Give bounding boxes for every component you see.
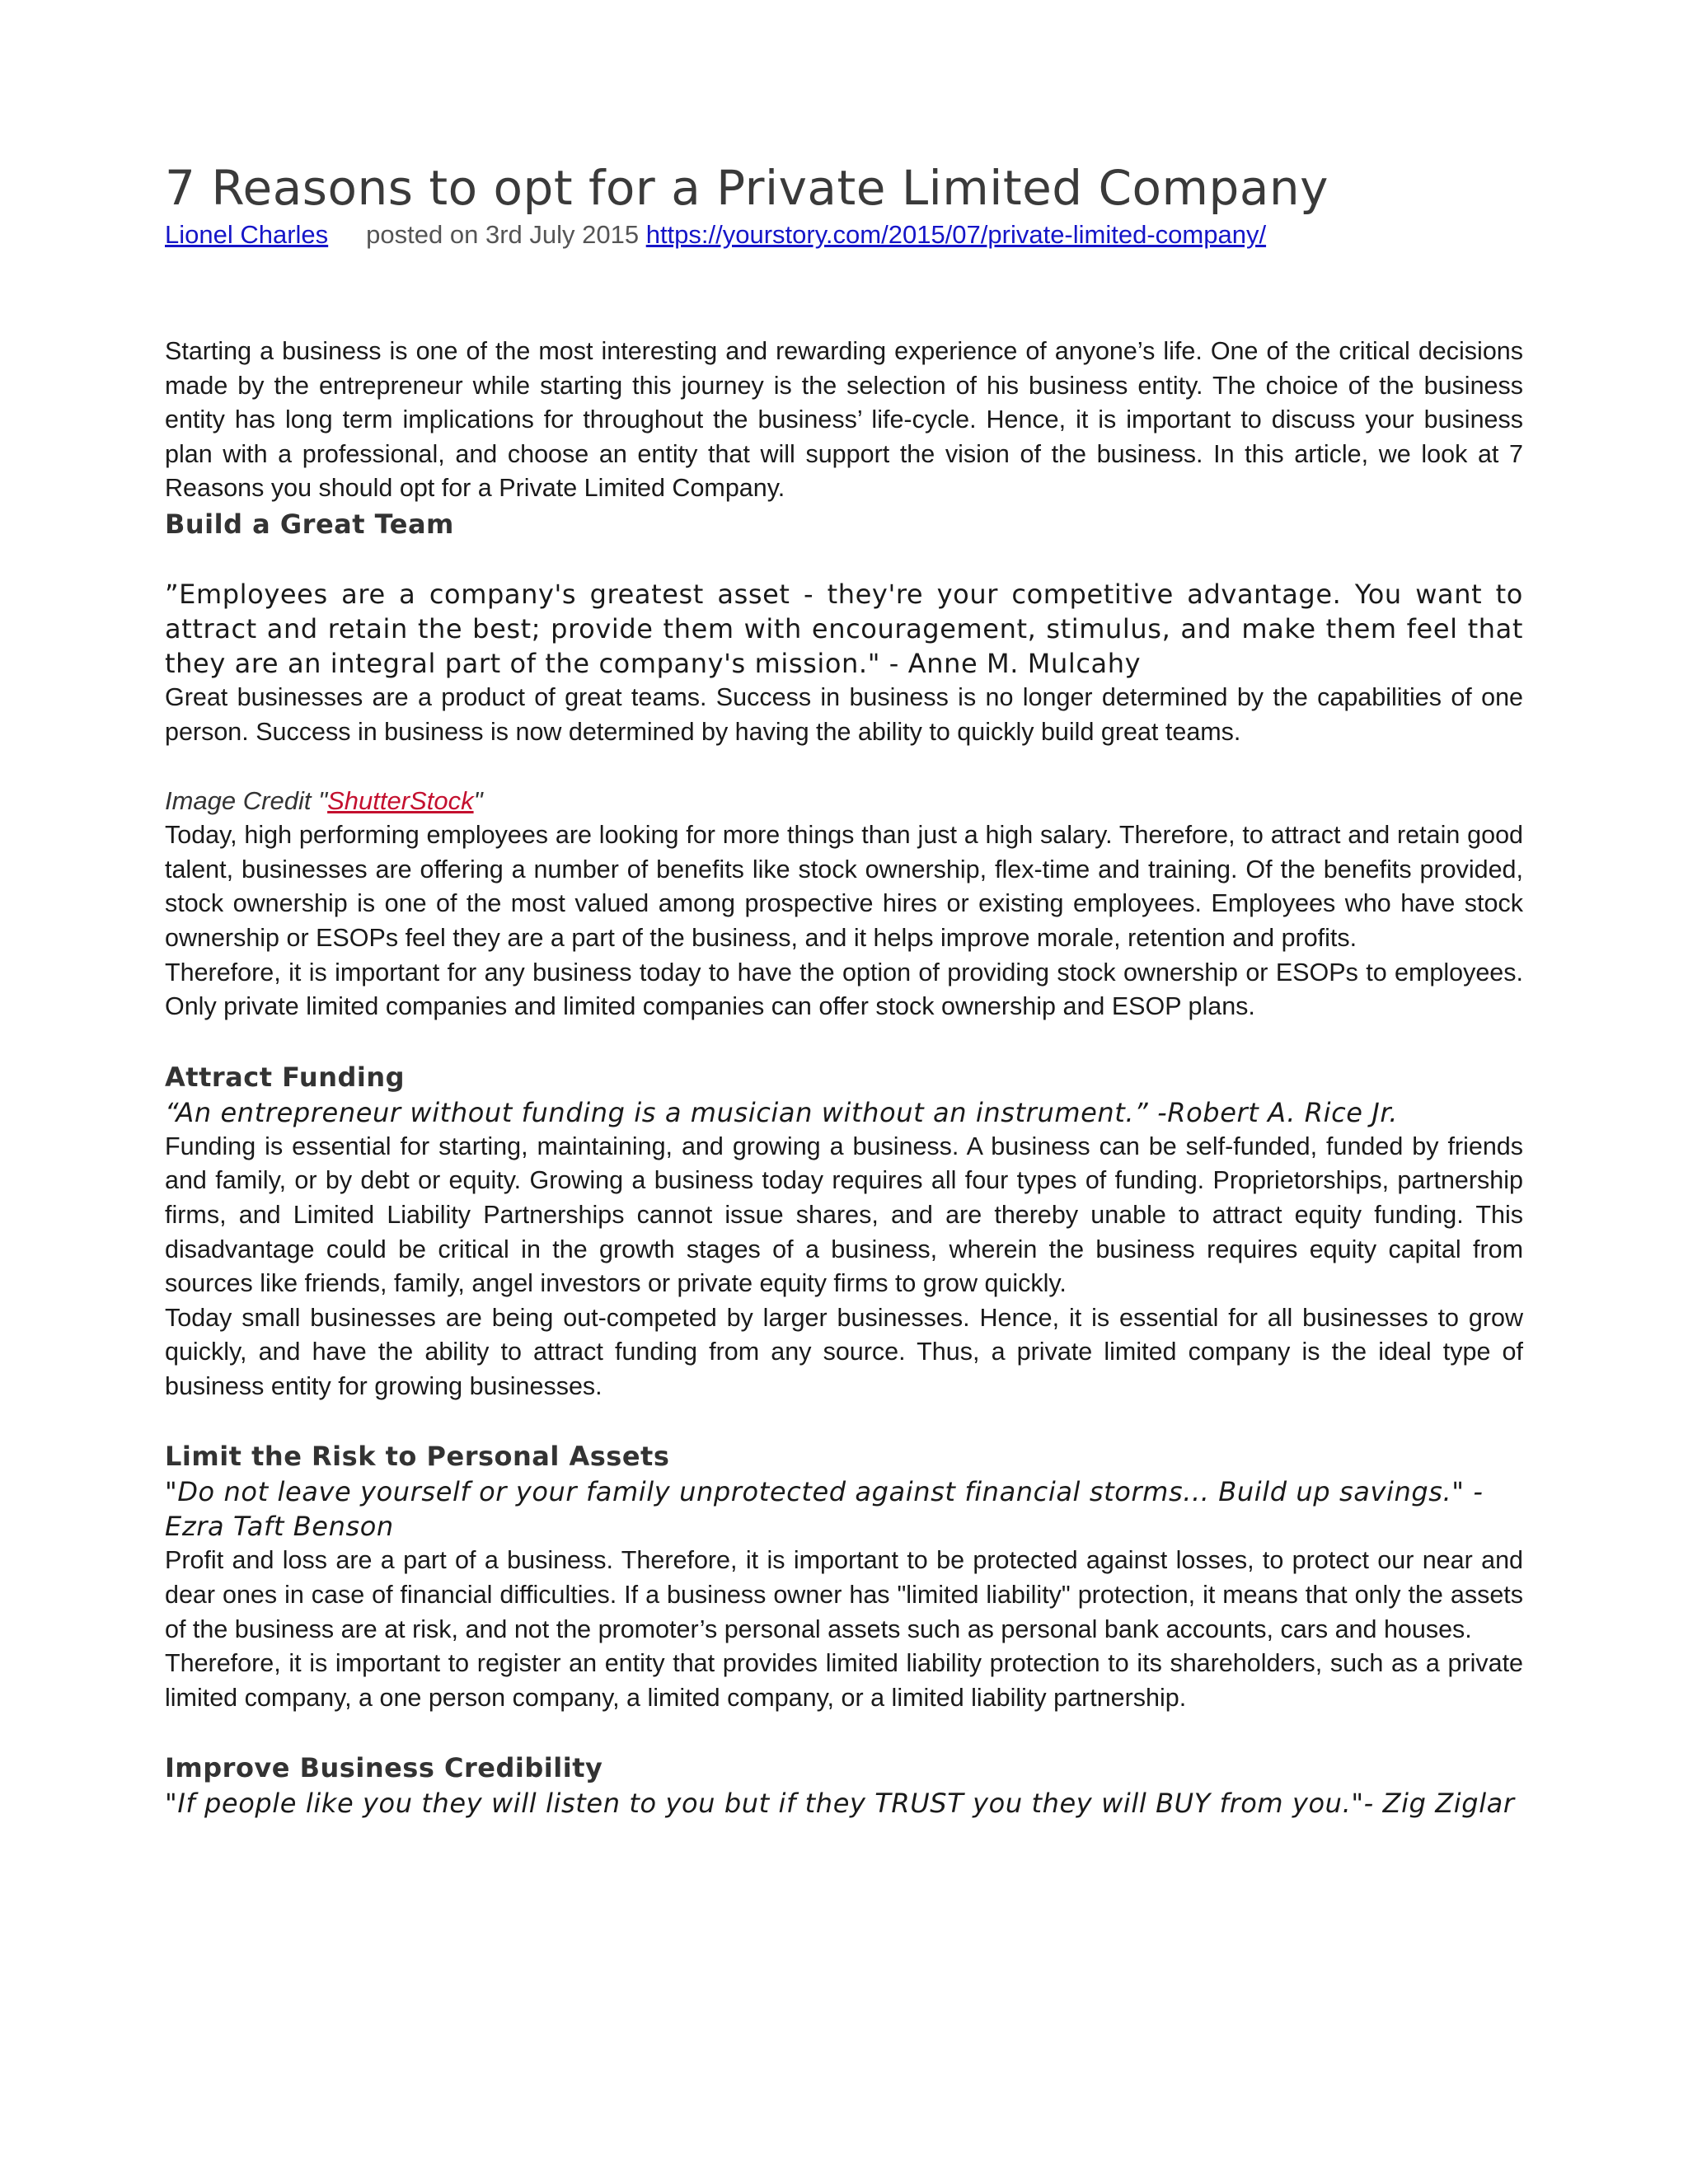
quote-risk: "Do not leave yourself or your family unprotected against financial storms... Build up savings." - Ezra Taft Benson [165,1476,1484,1543]
quote-funding: “An entrepreneur without funding is a musician without an instrument.” -Robert A. Rice Jr. [165,1096,1398,1128]
risk-paragraph-1: Profit and loss are a part of a business. Therefore, it is important to be protected against losses, to protect our near and dear ones in case of financial difficulties. If a business owner has "limited liability" protection, it means that only the assets of the business are at risk, and not the promoter’s personal assets such as personal bank accounts, cars and houses. [165,1546,1523,1643]
team-paragraph-2: Today, high performing employees are looking for more things than just a high salary. Therefore, to attract and retain good talent, businesses are offering a number of benefits like stock ownership, flex-time and training. Of the benefits provided, stock ownership is one of the most valued among prospective hires or existing employees. Employees who have stock ownership or ESOPs feel they are a part of the business, and it helps improve morale, retention and profits. [165,821,1523,952]
team-paragraph-1: Great businesses are a product of great teams. Success in business is no longer determined by the capabilities of one person. Success in business is now determined by having the ability to quickly build great teams. [165,682,1523,746]
section-heading-credibility: Improve Business Credibility [165,1752,603,1784]
funding-paragraph-1: Funding is essential for starting, maintaining, and growing a business. A business can be self-funded, funded by friends and family, or by debt or equity. Growing a business today requires all four types of funding. Proprietorships, partnership firms, and Limited Liability Partnerships cannot issue shares, and are thereby unable to attract equity funding. This disadvantage could be critical in the growth stages of a business, wherein the business requires equity capital from sources like friends, family, angel investors or private equity firms to grow quickly. [165,1132,1523,1298]
risk-paragraph-2: Therefore, it is important to register an entity that provides limited liability protection to its shareholders, such as a private limited company, a one person company, a limited company, or a limited liability partnership. [165,1649,1523,1712]
posted-date: posted on 3rd July 2015 [366,220,640,249]
author-link[interactable]: Lionel Charles [165,220,329,249]
byline [165,218,1523,252]
section-heading-team: Build a Great Team [165,508,454,540]
quote-credibility: "If people like you they will listen to you but if they TRUST you they will BUY from you."- Zig Ziglar [165,1788,1515,1820]
shutterstock-link[interactable]: ShutterStock [327,786,474,816]
quote-team: ”Employees are a company's greatest asset - they're your competitive advantage. You want to attract and retain the best; provide them with encouragement, stimulus, and make them feel that they are an integral part of the company's mission." - Anne M. Mulcahy [165,578,1523,679]
team-paragraph-3: Therefore, it is important for any business today to have the option of providing stock ownership or ESOPs to employees. Only private limited companies and limited companies can offer stock ownership and ESOP plans. [165,958,1523,1021]
article-title: 7 Reasons to opt for a Private Limited Company [165,160,1329,216]
document-page [165,158,1523,1821]
funding-paragraph-2: Today small businesses are being out-competed by larger businesses. Hence, it is essential for all businesses to grow quickly, and have the ability to attract funding from any source. Thus, a private limited company is the ideal type of business entity for growing businesses. [165,1303,1523,1400]
intro-paragraph: Starting a business is one of the most interesting and rewarding experience of anyone’s life. One of the critical decisions made by the entrepreneur while starting this journey is the selection of his business entity. The choice of the business entity has long term implications for throughout the business’ life-cycle. Hence, it is important to discuss your business plan with a professional, and choose an entity that will support the vision of the business. In this article, we look at 7 Reasons you should opt for a Private Limited Company. [165,337,1523,503]
source-url-link[interactable]: https://yourstory.com/2015/07/private-limited-company/ [645,220,1267,249]
section-heading-funding: Attract Funding [165,1061,406,1093]
section-heading-risk: Limit the Risk to Personal Assets [165,1441,670,1473]
image-credit: Image Credit "ShutterStock" [165,786,483,816]
